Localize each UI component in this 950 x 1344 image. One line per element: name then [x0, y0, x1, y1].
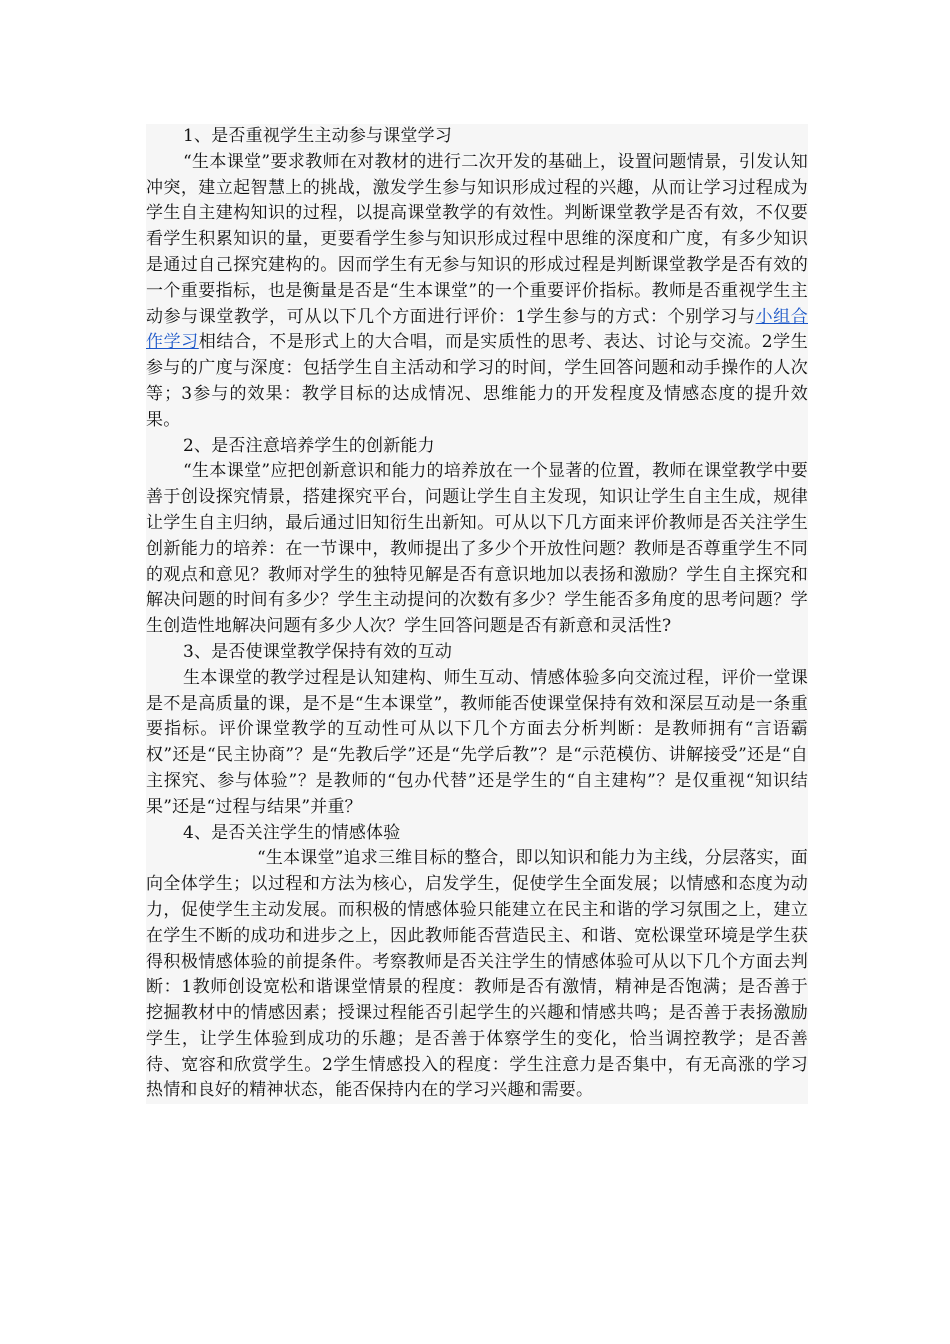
- document-body: [146, 124, 808, 1104]
- section-1-paragraph: [146, 150, 808, 434]
- section-4-paragraph: “生本课堂”追求三维目标的整合，即以知识和能力为主线，分层落实，面向全体学生；以过程和方法为核心，启发学生，促使学生全面发展；以情感和态度为动力，促使学生主动发展。而积极的情感体验只能建立在民主和谐的学习氛围之上，建立在学生不断的成功和进步之上，因此教师能否营造民主、和谐、宽松课堂环境是学生获得积极情感体验的前提条件。考察教师是否关注学生的情感体验可从以下几个方面去判断：1教师创设宽松和谐课堂情景的程度：教师是否有激情，精神是否饱满；是否善于挖掘教材中的情感因素；授课过程能否引起学生的兴趣和情感共鸣；是否善于表扬激励学生，让学生体验到成功的乐趣；是否善于体察学生的变化，恰当调控教学；是否善待、宽容和欣赏学生。2学生情感投入的程度：学生注意力是否集中，有无高涨的学习热情和良好的精神状态，能否保持内在的学习兴趣和需要。: [146, 848, 808, 1101]
- section-3-heading: 3、是否使课堂教学保持有效的互动: [183, 641, 453, 662]
- section-1-text-after-link: 相结合，不是形式上的大合唱，而是实质性的思考、表达、讨论与交流。2学生参与的广度与深度：包括学生自主活动和学习的时间，学生回答问题和动手操作的人次等；3参与的效果：教学目标的达成情况、思维能力的开发程度及情感态度的提升效果。: [146, 332, 808, 430]
- section-4-heading: 4、是否关注学生的情感体验: [183, 822, 401, 843]
- section-3-paragraph: 生本课堂的教学过程是认知建构、师生互动、情感体验多向交流过程，评价一堂课是不是高质量的课，是不是“生本课堂”，教师能否使课堂保持有效和深层互动是一条重要指标。评价课堂教学的互动性可从以下几个方面去分析判断：是教师拥有“言语霸权”还是“民主协商”？是“先教后学”还是“先学后教”？是“示范模仿、讲解接受”还是“自主探究、参与体验”？是教师的“包办代替”还是学生的“自主建构”？是仅重视“知识结果”还是“过程与结果”并重？: [146, 667, 808, 817]
- section-2-heading: 2、是否注意培养学生的创新能力: [183, 435, 435, 456]
- section-1-heading: 1、是否重视学生主动参与课堂学习: [183, 126, 453, 146]
- group-cooperative-learning-link[interactable]: 小组合作学习: [146, 306, 808, 353]
- section-2-paragraph: “生本课堂”应把创新意识和能力的培养放在一个显著的位置，教师在课堂教学中要善于创设探究情景，搭建探究平台，问题让学生自主发现，知识让学生自主生成，规律让学生自主归纳，最后通过旧知衍生出新知。可从以下几方面来评价教师是否关注学生创新能力的培养：在一节课中，教师提出了多少个开放性问题？教师是否尊重学生不同的观点和意见？教师对学生的独特见解是否有意识地加以表扬和激励？学生自主探究和解决问题的时间有多少？学生主动提问的次数有多少？学生能否多角度的思考问题？学生创造性地解决问题有多少人次？学生回答问题是否有新意和灵活性?: [146, 461, 808, 637]
- section-1-text-before-link: “生本课堂”要求教师在对教材的进行二次开发的基础上，设置问题情景，引发认知冲突，建立起智慧上的挑战，激发学生参与知识形成过程的兴趣，从而让学习过程成为学生自主建构知识的过程，以提高课堂教学的有效性。判断课堂教学是否有效，不仅要看学生积累知识的量，更要看学生参与知识形成过程中思维的深度和广度，有多少知识是通过自己探究建构的。因而学生有无参与知识的形成过程是判断课堂教学是否有效的一个重要指标，也是衡量是否是“生本课堂”的一个重要评价指标。教师是否重视学生主动参与课堂教学，可从以下几个方面进行评价：1学生参与的方式：个别学习与: [146, 151, 808, 327]
